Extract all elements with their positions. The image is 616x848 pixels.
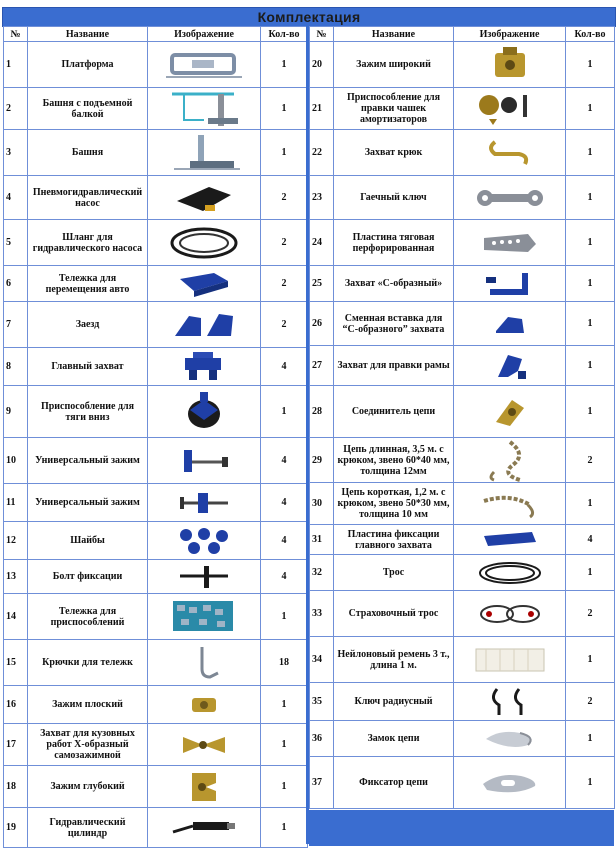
item-quantity: 4 bbox=[261, 438, 308, 484]
item-quantity: 2 bbox=[261, 176, 308, 220]
row-number: 1 bbox=[4, 42, 28, 88]
item-quantity: 1 bbox=[261, 808, 308, 848]
header-qty: Кол-во bbox=[566, 27, 615, 42]
item-quantity: 1 bbox=[566, 302, 615, 346]
item-quantity: 1 bbox=[261, 386, 308, 438]
item-name: Зажим глубокий bbox=[28, 766, 148, 808]
empty-blue-cell bbox=[309, 810, 614, 846]
item-quantity: 1 bbox=[566, 130, 615, 176]
row-number: 35 bbox=[310, 683, 334, 721]
row-number: 22 bbox=[310, 130, 334, 176]
item-quantity: 1 bbox=[261, 766, 308, 808]
row-number: 9 bbox=[4, 386, 28, 438]
table-row bbox=[4, 438, 308, 484]
table-row bbox=[310, 637, 615, 683]
item-name: Универсальный зажим bbox=[28, 484, 148, 522]
ramp-icon bbox=[148, 302, 261, 348]
item-quantity: 4 bbox=[261, 522, 308, 560]
deep-clamp-icon bbox=[148, 766, 261, 808]
table-row bbox=[310, 683, 615, 721]
item-name: Фиксатор цепи bbox=[334, 757, 454, 809]
page-title: Комплектация bbox=[257, 9, 361, 25]
table-row bbox=[4, 484, 308, 522]
table-row bbox=[4, 88, 308, 130]
item-name: Захват «С-образный» bbox=[334, 266, 454, 302]
item-quantity: 1 bbox=[566, 88, 615, 130]
hook-spanner-icon bbox=[454, 683, 566, 721]
item-quantity: 1 bbox=[261, 42, 308, 88]
tool-trolley-icon bbox=[148, 594, 261, 640]
item-quantity: 18 bbox=[261, 640, 308, 686]
row-number: 33 bbox=[310, 591, 334, 637]
item-quantity: 2 bbox=[566, 683, 615, 721]
table-row bbox=[4, 176, 308, 220]
table-row bbox=[4, 808, 308, 848]
row-number: 20 bbox=[310, 42, 334, 88]
item-name: Захват для кузовных работ Х-образный самозажимной bbox=[28, 724, 148, 766]
table-row bbox=[310, 130, 615, 176]
item-quantity: 1 bbox=[566, 346, 615, 386]
row-number: 30 bbox=[310, 483, 334, 525]
row-number: 24 bbox=[310, 220, 334, 266]
table-row bbox=[4, 594, 308, 640]
item-quantity: 1 bbox=[566, 220, 615, 266]
item-name: Платформа bbox=[28, 42, 148, 88]
x-clamp-icon bbox=[148, 724, 261, 766]
item-name: Тележка для приспособлений bbox=[28, 594, 148, 640]
table-row bbox=[4, 302, 308, 348]
item-name: Соединитель цепи bbox=[334, 386, 454, 438]
row-number: 3 bbox=[4, 130, 28, 176]
item-name: Приспособление для тяги вниз bbox=[28, 386, 148, 438]
equipment-table-left bbox=[3, 26, 308, 848]
header-image: Изображение bbox=[454, 27, 566, 42]
item-quantity: 1 bbox=[566, 637, 615, 683]
item-name: Захват для правки рамы bbox=[334, 346, 454, 386]
item-quantity: 1 bbox=[566, 176, 615, 220]
short-chain-icon bbox=[454, 483, 566, 525]
pull-down-device-icon bbox=[148, 386, 261, 438]
table-header-row bbox=[4, 27, 308, 42]
table-row bbox=[4, 348, 308, 386]
item-name: Захват крюк bbox=[334, 130, 454, 176]
row-number: 4 bbox=[4, 176, 28, 220]
item-name: Трос bbox=[334, 555, 454, 591]
item-name: Главный захват bbox=[28, 348, 148, 386]
item-quantity: 1 bbox=[566, 483, 615, 525]
row-number: 7 bbox=[4, 302, 28, 348]
row-number: 27 bbox=[310, 346, 334, 386]
row-number: 29 bbox=[310, 438, 334, 483]
row-number: 19 bbox=[4, 808, 28, 848]
row-number: 37 bbox=[310, 757, 334, 809]
universal-clamp-icon bbox=[148, 438, 261, 484]
table-row bbox=[4, 640, 308, 686]
c-clamp-icon bbox=[454, 266, 566, 302]
item-quantity: 2 bbox=[261, 266, 308, 302]
wrench-icon bbox=[454, 176, 566, 220]
row-number: 23 bbox=[310, 176, 334, 220]
table-row bbox=[4, 724, 308, 766]
item-name: Нейлоновый ремень 3 т., длина 1 м. bbox=[334, 637, 454, 683]
table-row bbox=[310, 220, 615, 266]
hook-grip-icon bbox=[454, 130, 566, 176]
header-num: № bbox=[310, 27, 334, 42]
table-row bbox=[310, 386, 615, 438]
item-name: Башня bbox=[28, 130, 148, 176]
header-name: Название bbox=[28, 27, 148, 42]
item-quantity: 2 bbox=[566, 438, 615, 483]
table-row bbox=[310, 176, 615, 220]
item-quantity: 2 bbox=[261, 302, 308, 348]
item-quantity: 1 bbox=[566, 757, 615, 809]
item-name: Приспособление для правки чашек амортизаторов bbox=[334, 88, 454, 130]
tower-with-boom-icon bbox=[148, 88, 261, 130]
wide-clamp-icon bbox=[454, 42, 566, 88]
table-row bbox=[310, 346, 615, 386]
table-row bbox=[4, 522, 308, 560]
pneumohydraulic-pump-icon bbox=[148, 176, 261, 220]
nylon-strap-icon bbox=[454, 637, 566, 683]
row-number: 36 bbox=[310, 721, 334, 757]
table-row bbox=[310, 555, 615, 591]
item-name: Зажим широкий bbox=[334, 42, 454, 88]
row-number: 13 bbox=[4, 560, 28, 594]
shock-cup-tool-icon bbox=[454, 88, 566, 130]
item-name: Болт фиксации bbox=[28, 560, 148, 594]
table-row bbox=[4, 386, 308, 438]
item-quantity: 2 bbox=[566, 591, 615, 637]
item-name: Цепь короткая, 1,2 м. с крюком, звено 50*30 мм, толщина 10 мм bbox=[334, 483, 454, 525]
header-name: Название bbox=[334, 27, 454, 42]
row-number: 10 bbox=[4, 438, 28, 484]
table-row bbox=[4, 560, 308, 594]
fixing-plate-icon bbox=[454, 525, 566, 555]
hydraulic-hose-icon bbox=[148, 220, 261, 266]
row-number: 31 bbox=[310, 525, 334, 555]
flat-clamp-icon bbox=[148, 686, 261, 724]
table-row bbox=[4, 42, 308, 88]
item-name: Пластина фиксации главного захвата bbox=[334, 525, 454, 555]
table-header-row bbox=[310, 27, 615, 42]
table-row bbox=[310, 266, 615, 302]
item-name: Ключ радиусный bbox=[334, 683, 454, 721]
main-clamp-icon bbox=[148, 348, 261, 386]
item-quantity: 2 bbox=[261, 220, 308, 266]
row-number: 18 bbox=[4, 766, 28, 808]
page-title-bar bbox=[2, 7, 616, 27]
hydraulic-cylinder-icon bbox=[148, 808, 261, 848]
cable-icon bbox=[454, 555, 566, 591]
table-row bbox=[310, 483, 615, 525]
item-name: Башня с подъемной балкой bbox=[28, 88, 148, 130]
item-quantity: 1 bbox=[566, 386, 615, 438]
row-number: 8 bbox=[4, 348, 28, 386]
row-number: 5 bbox=[4, 220, 28, 266]
chain-retainer-icon bbox=[454, 757, 566, 809]
row-number: 16 bbox=[4, 686, 28, 724]
row-number: 28 bbox=[310, 386, 334, 438]
row-number: 6 bbox=[4, 266, 28, 302]
row-number: 14 bbox=[4, 594, 28, 640]
table-row bbox=[4, 686, 308, 724]
item-quantity: 1 bbox=[261, 686, 308, 724]
item-name: Гаечный ключ bbox=[334, 176, 454, 220]
item-quantity: 1 bbox=[566, 721, 615, 757]
c-clamp-insert-icon bbox=[454, 302, 566, 346]
trolley-hooks-icon bbox=[148, 640, 261, 686]
item-name: Зажим плоский bbox=[28, 686, 148, 724]
item-name: Гидравлический цилиндр bbox=[28, 808, 148, 848]
fixing-bolt-icon bbox=[148, 560, 261, 594]
item-quantity: 1 bbox=[261, 724, 308, 766]
tower-icon bbox=[148, 130, 261, 176]
table-row bbox=[310, 525, 615, 555]
item-quantity: 4 bbox=[261, 484, 308, 522]
table-row bbox=[310, 302, 615, 346]
item-name: Заезд bbox=[28, 302, 148, 348]
item-quantity: 1 bbox=[261, 130, 308, 176]
perforated-plate-icon bbox=[454, 220, 566, 266]
item-quantity: 1 bbox=[566, 555, 615, 591]
washers-icon bbox=[148, 522, 261, 560]
universal-clamp-bolt-icon bbox=[148, 484, 261, 522]
item-name: Крючки для тележк bbox=[28, 640, 148, 686]
item-quantity: 1 bbox=[261, 88, 308, 130]
table-row bbox=[310, 757, 615, 809]
safety-cable-icon bbox=[454, 591, 566, 637]
frame-grip-icon bbox=[454, 346, 566, 386]
item-name: Замок цепи bbox=[334, 721, 454, 757]
table-row bbox=[4, 766, 308, 808]
item-quantity: 1 bbox=[261, 594, 308, 640]
item-quantity: 4 bbox=[261, 348, 308, 386]
table-row bbox=[4, 130, 308, 176]
item-quantity: 4 bbox=[566, 525, 615, 555]
chain-lock-icon bbox=[454, 721, 566, 757]
table-row bbox=[310, 721, 615, 757]
row-number: 25 bbox=[310, 266, 334, 302]
table-row bbox=[310, 591, 615, 637]
table-row bbox=[310, 438, 615, 483]
row-number: 34 bbox=[310, 637, 334, 683]
item-name: Тележка для перемещения авто bbox=[28, 266, 148, 302]
row-number: 21 bbox=[310, 88, 334, 130]
item-name: Шайбы bbox=[28, 522, 148, 560]
item-quantity: 4 bbox=[261, 560, 308, 594]
row-number: 2 bbox=[4, 88, 28, 130]
item-name: Страховочный трос bbox=[334, 591, 454, 637]
row-number: 12 bbox=[4, 522, 28, 560]
platform-frame-icon bbox=[148, 42, 261, 88]
item-name: Шланг для гидравлического насоса bbox=[28, 220, 148, 266]
item-name: Пневмогидравлический насос bbox=[28, 176, 148, 220]
table-row bbox=[4, 266, 308, 302]
item-name: Универсальный зажим bbox=[28, 438, 148, 484]
item-name: Пластина тяговая перфорированная bbox=[334, 220, 454, 266]
row-number: 17 bbox=[4, 724, 28, 766]
row-number: 15 bbox=[4, 640, 28, 686]
row-number: 32 bbox=[310, 555, 334, 591]
row-number: 26 bbox=[310, 302, 334, 346]
item-quantity: 1 bbox=[566, 266, 615, 302]
header-image: Изображение bbox=[148, 27, 261, 42]
table-row bbox=[310, 42, 615, 88]
header-num: № bbox=[4, 27, 28, 42]
chain-connector-icon bbox=[454, 386, 566, 438]
long-chain-icon bbox=[454, 438, 566, 483]
item-name: Цепь длинная, 3,5 м. с крюком, звено 60*40 мм, толщина 12мм bbox=[334, 438, 454, 483]
item-name: Сменная вставка для “С-образного” захвата bbox=[334, 302, 454, 346]
row-number: 11 bbox=[4, 484, 28, 522]
car-dolly-icon bbox=[148, 266, 261, 302]
equipment-table-right bbox=[309, 26, 615, 809]
item-quantity: 1 bbox=[566, 42, 615, 88]
header-qty: Кол-во bbox=[261, 27, 308, 42]
table-row bbox=[310, 88, 615, 130]
table-row bbox=[4, 220, 308, 266]
